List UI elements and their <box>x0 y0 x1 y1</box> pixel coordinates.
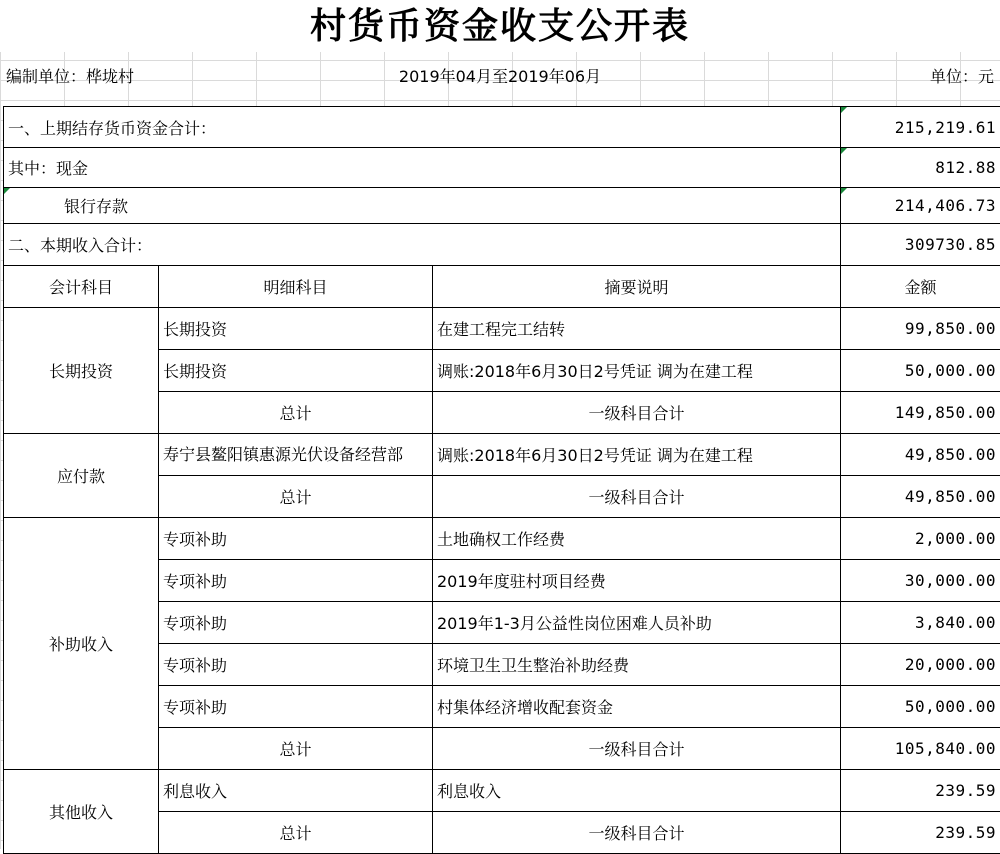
detail-cell[interactable]: 专项补助 <box>159 686 433 728</box>
subtotal-label[interactable]: 总计 <box>159 392 433 434</box>
description-cell[interactable]: 2019年度驻村项目经费 <box>433 560 841 602</box>
subtotal-label[interactable]: 总计 <box>159 728 433 770</box>
income-total-row <box>4 224 1000 266</box>
prev-balance-label[interactable]: 一、上期结存货币资金合计： <box>4 107 841 148</box>
amount-cell[interactable]: 50,000.00 <box>841 350 1000 392</box>
detail-cell[interactable]: 寿宁县鳌阳镇惠源光伏设备经营部 <box>159 434 433 476</box>
description-cell[interactable]: 村集体经济增收配套资金 <box>433 686 841 728</box>
subtotal-description[interactable]: 一级科目合计 <box>433 728 841 770</box>
amount-cell[interactable]: 20,000.00 <box>841 644 1000 686</box>
description-cell[interactable]: 土地确权工作经费 <box>433 518 841 560</box>
description-cell[interactable]: 环境卫生卫生整治补助经费 <box>433 644 841 686</box>
income-total-label[interactable]: 二、本期收入合计： <box>4 224 841 266</box>
account-cell[interactable]: 补助收入 <box>4 518 159 770</box>
subtotal-amount[interactable]: 149,850.00 <box>841 392 1000 434</box>
detail-cell[interactable]: 利息收入 <box>159 770 433 812</box>
cash-label[interactable]: 其中：现金 <box>4 148 841 188</box>
amount-cell[interactable]: 99,850.00 <box>841 308 1000 350</box>
bank-label[interactable]: 银行存款 <box>4 188 841 224</box>
description-cell[interactable]: 调账:2018年6月30日2号凭证 调为在建工程 <box>433 350 841 392</box>
detail-cell[interactable]: 专项补助 <box>159 602 433 644</box>
amount-cell[interactable]: 239.59 <box>841 770 1000 812</box>
prev-balance-row <box>4 107 1000 148</box>
amount-cell[interactable]: 30,000.00 <box>841 560 1000 602</box>
subtotal-label[interactable]: 总计 <box>159 476 433 518</box>
compiling-unit: 编制单位：桦垅村 <box>6 62 134 92</box>
amount-cell[interactable]: 50,000.00 <box>841 686 1000 728</box>
column-header-description[interactable]: 摘要说明 <box>433 266 841 308</box>
table-row <box>4 308 1000 350</box>
cash-row <box>4 148 1000 188</box>
column-header-account[interactable]: 会计科目 <box>4 266 159 308</box>
subtotal-label[interactable]: 总计 <box>159 812 433 854</box>
table-row <box>4 518 1000 560</box>
amount-cell[interactable]: 3,840.00 <box>841 602 1000 644</box>
amount-cell[interactable]: 49,850.00 <box>841 434 1000 476</box>
detail-cell[interactable]: 专项补助 <box>159 644 433 686</box>
account-cell[interactable]: 其他收入 <box>4 770 159 854</box>
column-header-row <box>4 266 1000 308</box>
fund-table <box>3 106 1000 854</box>
detail-cell[interactable]: 长期投资 <box>159 350 433 392</box>
subtotal-description[interactable]: 一级科目合计 <box>433 392 841 434</box>
bank-row <box>4 188 1000 224</box>
subtotal-amount[interactable]: 105,840.00 <box>841 728 1000 770</box>
table-row <box>4 770 1000 812</box>
amount-cell[interactable]: 2,000.00 <box>841 518 1000 560</box>
subtotal-amount[interactable]: 49,850.00 <box>841 476 1000 518</box>
table-row <box>4 434 1000 476</box>
description-cell[interactable]: 调账:2018年6月30日2号凭证 调为在建工程 <box>433 434 841 476</box>
column-header-amount[interactable]: 金额 <box>841 266 1000 308</box>
detail-cell[interactable]: 专项补助 <box>159 560 433 602</box>
report-period: 2019年04月至2019年06月 <box>330 62 670 92</box>
detail-cell[interactable]: 专项补助 <box>159 518 433 560</box>
subtotal-description[interactable]: 一级科目合计 <box>433 812 841 854</box>
account-cell[interactable]: 应付款 <box>4 434 159 518</box>
description-cell[interactable]: 利息收入 <box>433 770 841 812</box>
prev-balance-amount[interactable]: 215,219.61 <box>841 107 1000 148</box>
description-cell[interactable]: 2019年1-3月公益性岗位困难人员补助 <box>433 602 841 644</box>
cash-amount[interactable]: 812.88 <box>841 148 1000 188</box>
account-cell[interactable]: 长期投资 <box>4 308 159 434</box>
page-title: 村货币资金收支公开表 <box>0 0 1000 52</box>
detail-cell[interactable]: 长期投资 <box>159 308 433 350</box>
subtotal-description[interactable]: 一级科目合计 <box>433 476 841 518</box>
description-cell[interactable]: 在建工程完工结转 <box>433 308 841 350</box>
currency-unit: 单位：元 <box>930 62 994 92</box>
subtotal-amount[interactable]: 239.59 <box>841 812 1000 854</box>
income-total-amount[interactable]: 309730.85 <box>841 224 1000 266</box>
column-header-detail[interactable]: 明细科目 <box>159 266 433 308</box>
bank-amount[interactable]: 214,406.73 <box>841 188 1000 224</box>
